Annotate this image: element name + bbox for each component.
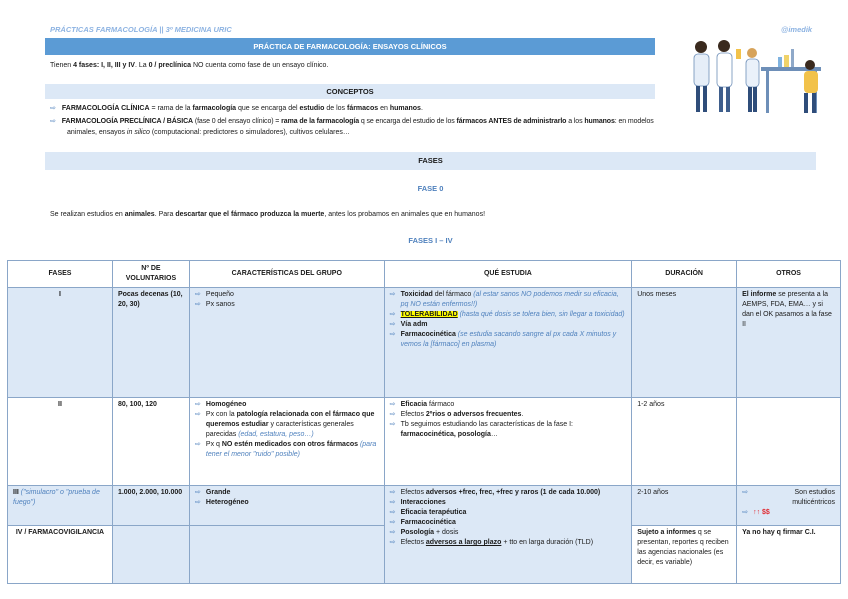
table-row-fase-3	[8, 486, 841, 526]
fases-table	[7, 260, 841, 584]
cell-voluntarios: 1.000, 2.000, 10.000	[112, 486, 189, 526]
cell-duracion: Unos meses	[632, 288, 737, 398]
document-header-left: PRÁCTICAS FARMACOLOGÍA || 3º MEDICINA URIC	[50, 25, 232, 34]
cell-que-estudia: ⇨ Efectos adversos +frec, frec, +frec y raros (1 de cada 10.000) ⇨ Interacciones ⇨ Eficacia terapéutica ⇨ Farmacocinética ⇨ Posología + dosis ⇨ Efectos adversos a largo plazo + tto en larga duración (TLD)	[384, 486, 632, 584]
col-header-fases: FASES	[8, 261, 113, 288]
cell-voluntarios: Pocas decenas (10, 20, 30)	[112, 288, 189, 398]
conceptos-heading: CONCEPTOS	[45, 84, 655, 99]
cell-duracion: 2-10 años	[632, 486, 737, 526]
fase0-text: Se realizan estudios en animales. Para descartar que el fármaco produzca la muerte, antes los probamos en animales que en humanos!	[50, 211, 486, 218]
concepto-clinica: ⇨ FARMACOLOGÍA CLÍNICA = rama de la farmacología que se encarga del estudio de los fármacos en humanos.	[50, 105, 423, 112]
cell-otros	[737, 398, 841, 486]
intro-text: Tienen 4 fases: I, II, III y IV. La 0 / preclínica NO cuenta como fase de un ensayo clínico.	[50, 62, 329, 69]
table-header-row	[8, 261, 841, 288]
cell-otros: El informe se presenta a la AEMPS, FDA, EMA… y si dan el OK pasamos a la fase II	[737, 288, 841, 398]
page-title: PRÁCTICA DE FARMACOLOGÍA: ENSAYOS CLÍNICOS	[45, 38, 655, 55]
cell-otros: ⇨ Son estudios multicéntricos ⇨ ↑↑ $$	[737, 486, 841, 526]
cell-caracteristicas: ⇨ Homogéneo ⇨ Px con la patología relacionada con el fármaco que queremos estudiar y características generales parecidas (edad, estatura, peso…) ⇨ Px q NO estén medicados con otros fármacos (para tener el menor "ruido" posible)	[189, 398, 384, 486]
cell-fase: III ("simulacro" o "prueba de fuego")	[8, 486, 113, 526]
cell-voluntarios: 80, 100, 120	[112, 398, 189, 486]
cell-que-estudia: ⇨ Toxicidad del fármaco (al estar sanos NO podemos medir su eficacia, pq NO están enfermos!!) ⇨ TOLERABILIDAD (hasta qué dosis se tolera bien, sin llegar a toxicidad) ⇨ Vía adm ⇨ Farmacocinética (se estudia sacando sangre al px cada X minutos y vemos la [fármaco] en plasma)	[384, 288, 632, 398]
cell-voluntarios	[112, 526, 189, 584]
col-header-caracteristicas: CARACTERÍSTICAS DEL GRUPO	[189, 261, 384, 288]
cell-caracteristicas: ⇨ Pequeño ⇨ Px sanos	[189, 288, 384, 398]
cell-duracion: Sujeto a informes q se presentan, reportes q reciben las agencias nacionales (es decir, es variable)	[632, 526, 737, 584]
fase0-heading: FASE 0	[417, 184, 444, 193]
table-row-fase-1	[8, 288, 841, 398]
cell-fase: IV / FARMACOVIGILANCIA	[8, 526, 113, 584]
document-header-right: @imedik	[781, 25, 813, 34]
cell-fase: II	[8, 398, 113, 486]
col-header-otros: OTROS	[737, 261, 841, 288]
cell-otros: Ya no hay q firmar C.I.	[737, 526, 841, 584]
col-header-duracion: DURACIÓN	[632, 261, 737, 288]
concepto-preclinica: ⇨ FARMACOLOGÍA PRECLÍNICA / BÁSICA (fase 0 del ensayo clínico) = rama de la farmacología q se encarga del estudio de los fármacos ANTES de administrarlo a los humanos: en modelos animales, ensayos in silico (computacional: predictores o simuladores), cultivos celulares…	[50, 118, 654, 136]
table-row-fase-2	[8, 398, 841, 486]
cell-caracteristicas: ⇨ Grande ⇨ Heterogéneo	[189, 486, 384, 526]
scientists-in-lab-icon	[686, 37, 836, 117]
fases-i-iv-heading: FASES I – IV	[408, 236, 453, 245]
cell-que-estudia: ⇨ Eficacia fármaco ⇨ Efectos 2ºrios o adversos frecuentes. ⇨ Tb seguimos estudiando las características de la fase I: farmacocinética, posología…	[384, 398, 632, 486]
cell-caracteristicas	[189, 526, 384, 584]
col-header-que-estudia: QUÉ ESTUDIA	[384, 261, 632, 288]
cell-duracion: 1-2 años	[632, 398, 737, 486]
col-header-voluntarios: Nº DE VOLUNTARIOS	[112, 261, 189, 288]
fases-heading: FASES	[45, 152, 816, 170]
cell-fase: I	[8, 288, 113, 398]
